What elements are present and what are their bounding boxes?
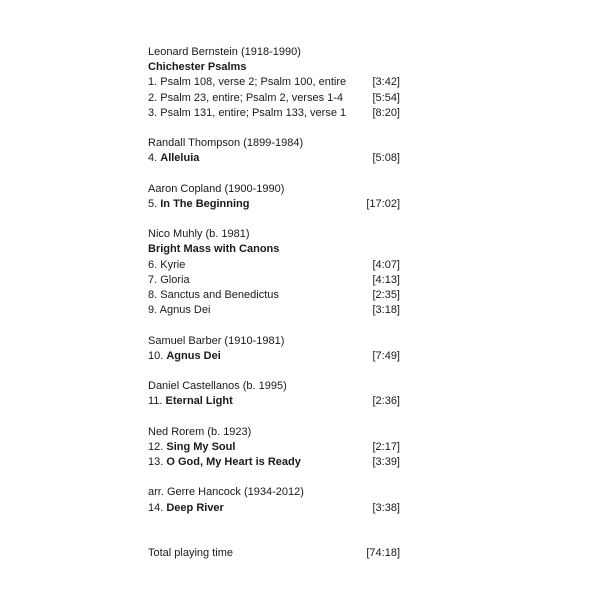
track-duration: [5:54] [372, 91, 400, 104]
track-row [148, 455, 408, 470]
total-label: Total playing time [148, 546, 233, 559]
composer-name: Leonard Bernstein (1918-1990) [148, 46, 301, 58]
track-duration: [2:36] [372, 395, 400, 408]
track-number: 5. [148, 197, 158, 210]
composer-group [148, 334, 408, 364]
total-playing-time [148, 546, 408, 561]
track-number: 11. [148, 395, 163, 408]
composer-name: Randall Thompson (1899-1984) [148, 137, 304, 150]
track-row [148, 151, 408, 166]
track-number: 13. [148, 456, 164, 469]
track-title: O God, My Heart is Ready [166, 456, 301, 469]
work-title: Bright Mass with Canons [148, 243, 280, 256]
track-number: 14. [148, 501, 164, 514]
track-row [148, 349, 408, 364]
composer-name: Ned Rorem (b. 1923) [148, 425, 252, 438]
track-row [148, 75, 408, 90]
track-duration: [5:08] [372, 152, 400, 165]
track-number: 6. [148, 258, 158, 271]
composer-group [148, 182, 408, 212]
track-title: Gloria [160, 273, 190, 286]
track-number: 10. [148, 349, 164, 362]
track-duration: [7:49] [372, 349, 400, 362]
track-title: Sanctus and Benedictus [160, 289, 279, 301]
composer-group [148, 485, 408, 515]
track-title: Alleluia [160, 152, 200, 165]
track-row [148, 91, 408, 106]
track-title: Psalm 23, entire; Psalm 2, verses 1-4 [160, 91, 344, 104]
composer-name: Daniel Castellanos (b. 1995) [148, 380, 287, 393]
track-number: 7. [148, 273, 158, 286]
track-title: Kyrie [160, 258, 186, 271]
track-title: In The Beginning [160, 197, 250, 210]
track-duration: [2:17] [372, 440, 400, 453]
track-number: 12. [148, 440, 164, 453]
track-row [148, 303, 408, 318]
track-listing [148, 45, 408, 561]
track-duration: [2:35] [372, 289, 400, 301]
track-number: 3. [148, 106, 158, 119]
track-row [148, 394, 408, 409]
total-duration: [74:18] [366, 546, 400, 559]
track-duration: [4:13] [372, 273, 400, 286]
composer-name: arr. Gerre Hancock (1934-2012) [148, 486, 304, 499]
track-row [148, 273, 408, 288]
composer-name: Samuel Barber (1910-1981) [148, 334, 285, 347]
track-number: 1. [148, 76, 158, 89]
track-title: Eternal Light [165, 395, 233, 408]
track-duration: [8:20] [372, 106, 400, 119]
track-duration: [4:07] [372, 258, 400, 271]
composer-group [148, 136, 408, 166]
composer-group [148, 45, 408, 121]
composer-group [148, 379, 408, 409]
composer-group [148, 425, 408, 471]
track-number: 2. [148, 91, 158, 104]
composer-name: Nico Muhly (b. 1981) [148, 228, 250, 241]
track-number: 9. [148, 304, 158, 317]
track-row [148, 440, 408, 455]
track-row [148, 197, 408, 212]
track-number: 8. [148, 289, 158, 301]
track-duration: [3:39] [372, 456, 400, 469]
track-row [148, 501, 408, 516]
track-title: Psalm 108, verse 2; Psalm 100, entire [160, 76, 347, 89]
track-row [148, 106, 408, 121]
track-title: Agnus Dei [166, 349, 221, 362]
track-row [148, 258, 408, 273]
track-row [148, 288, 408, 303]
composer-group [148, 227, 408, 318]
track-duration: [3:42] [372, 76, 400, 89]
track-title: Agnus Dei [159, 304, 211, 317]
track-title: Psalm 131, entire; Psalm 133, verse 1 [160, 106, 347, 119]
track-title: Sing My Soul [166, 440, 236, 453]
track-number: 4. [148, 152, 158, 165]
track-duration: [3:18] [372, 304, 400, 317]
track-duration: [3:38] [372, 501, 400, 514]
composer-name: Aaron Copland (1900-1990) [148, 182, 285, 195]
track-title: Deep River [166, 501, 224, 514]
track-duration: [17:02] [366, 197, 400, 210]
work-title: Chichester Psalms [148, 61, 247, 74]
